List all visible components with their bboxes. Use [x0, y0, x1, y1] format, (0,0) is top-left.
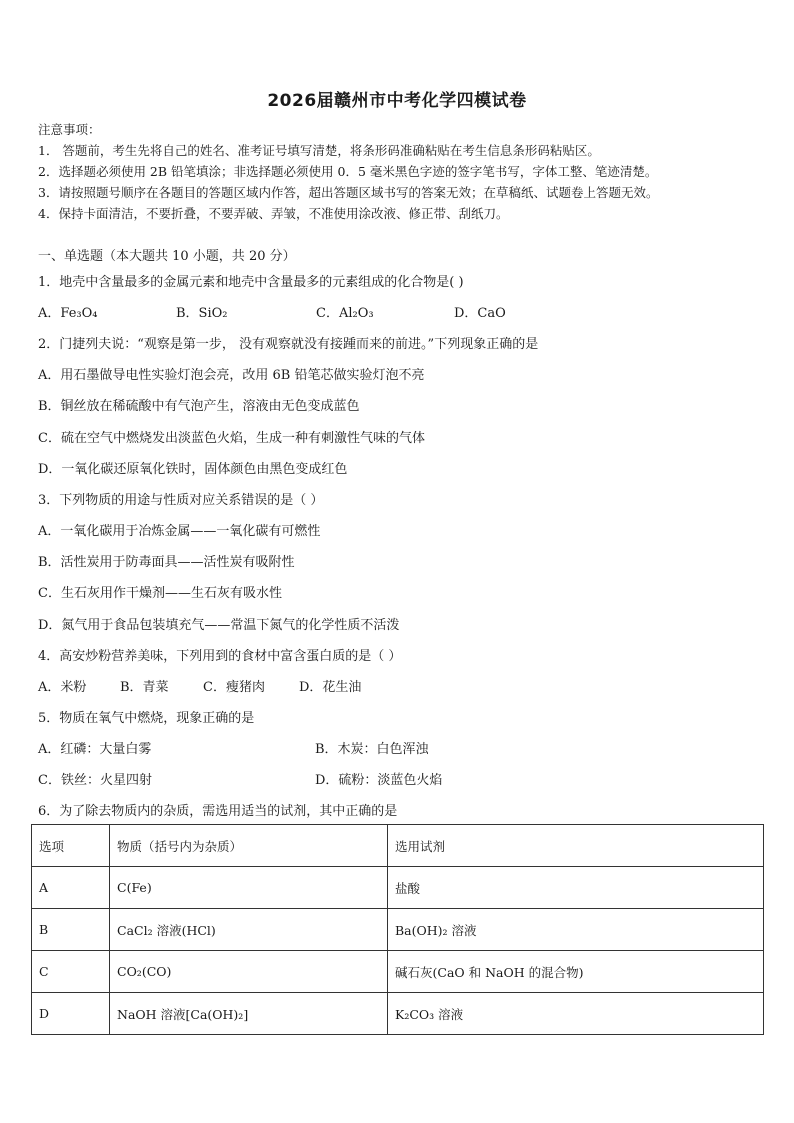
row-substance: CO₂(CO) [110, 951, 388, 993]
question-5-stem: 5．物质在氧气中燃烧，现象正确的是 [38, 711, 255, 726]
q5-option-b[interactable]: B．木炭：白色浑浊 [315, 742, 429, 757]
question-2-stem: 2．门捷列夫说：“观察是第一步， 没有观察就没有接踵而来的前进。”下列现象正确的是 [38, 337, 539, 352]
row-reagent: 碱石灰(CaO 和 NaOH 的混合物) [388, 951, 764, 993]
row-option: C [32, 951, 110, 993]
question-4-stem: 4．高安炒粉营养美味，下列用到的食材中富含蛋白质的是（ ） [38, 649, 402, 664]
table-row[interactable] [32, 951, 764, 993]
notice-item-1: 1． 答题前，考生先将自己的姓名、准考证号填写清楚，将条形码准确粘贴在考生信息条形码粘贴区。 [38, 143, 600, 158]
q2-option-d[interactable]: D．一氧化碳还原氧化铁时，固体颜色由黑色变成红色 [38, 462, 348, 477]
header-substance: 物质（括号内为杂质） [110, 825, 388, 867]
header-reagent: 选用试剂 [388, 825, 764, 867]
table-header-row [32, 825, 764, 867]
notice-item-3: 3．请按照题号顺序在各题目的答题区域内作答，超出答题区域书写的答案无效；在草稿纸、试题卷上答题无效。 [38, 185, 659, 200]
table-row[interactable] [32, 993, 764, 1035]
row-reagent: 盐酸 [388, 867, 764, 909]
row-option: A [32, 867, 110, 909]
notice-item-2: 2．选择题必须使用 2B 铅笔填涂；非选择题必须使用 0．5 毫米黑色字迹的签字笔书写，字体工整、笔迹清楚。 [38, 164, 658, 179]
q4-option-c[interactable]: C．瘦猪肉 [203, 680, 265, 695]
q6-table [31, 824, 764, 1035]
question-6-stem: 6．为了除去物质内的杂质，需选用适当的试剂，其中正确的是 [38, 804, 398, 819]
table-row[interactable] [32, 867, 764, 909]
notice-heading: 注意事项： [38, 122, 101, 137]
q3-option-a[interactable]: A．一氧化碳用于冶炼金属——一氧化碳有可燃性 [38, 524, 321, 539]
row-option: D [32, 993, 110, 1035]
q3-option-d[interactable]: D．氮气用于食品包装填充气——常温下氮气的化学性质不活泼 [38, 618, 400, 633]
q2-option-b[interactable]: B．铜丝放在稀硫酸中有气泡产生，溶液由无色变成蓝色 [38, 399, 360, 414]
q1-option-c[interactable]: C．Al₂O₃ [316, 306, 374, 321]
table-row[interactable] [32, 909, 764, 951]
q2-option-a[interactable]: A．用石墨做导电性实验灯泡会亮，改用 6B 铅笔芯做实验灯泡不亮 [38, 368, 425, 383]
q1-option-d[interactable]: D．CaO [454, 306, 506, 321]
q5-option-c[interactable]: C．铁丝：火星四射 [38, 773, 152, 788]
q4-option-d[interactable]: D．花生油 [299, 680, 362, 695]
row-reagent: K₂CO₃ 溶液 [388, 993, 764, 1035]
q5-option-a[interactable]: A．红磷：大量白雾 [38, 742, 152, 757]
row-reagent: Ba(OH)₂ 溶液 [388, 909, 764, 951]
q3-option-c[interactable]: C．生石灰用作干燥剂——生石灰有吸水性 [38, 586, 282, 601]
header-option: 选项 [32, 825, 110, 867]
section-heading: 一、单选题（本大题共 10 小题，共 20 分） [38, 249, 296, 264]
notice-item-4: 4．保持卡面清洁，不要折叠，不要弄破、弄皱，不准使用涂改液、修正带、刮纸刀。 [38, 206, 509, 221]
question-3-stem: 3．下列物质的用途与性质对应关系错误的是（ ） [38, 493, 324, 508]
row-option: B [32, 909, 110, 951]
q1-option-a[interactable]: A．Fe₃O₄ [38, 306, 98, 321]
q1-option-b[interactable]: B．SiO₂ [176, 306, 228, 321]
q5-option-d[interactable]: D．硫粉：淡蓝色火焰 [315, 773, 443, 788]
question-1-stem: 1．地壳中含量最多的金属元素和地壳中含量最多的元素组成的化合物是( ) [38, 275, 464, 290]
row-substance: C(Fe) [110, 867, 388, 909]
row-substance: CaCl₂ 溶液(HCl) [110, 909, 388, 951]
row-substance: NaOH 溶液[Ca(OH)₂] [110, 993, 388, 1035]
q4-option-a[interactable]: A．米粉 [38, 680, 87, 695]
q4-option-b[interactable]: B．青菜 [120, 680, 169, 695]
q3-option-b[interactable]: B．活性炭用于防毒面具——活性炭有吸附性 [38, 555, 295, 570]
q2-option-c[interactable]: C．硫在空气中燃烧发出淡蓝色火焰，生成一种有刺激性气味的气体 [38, 431, 425, 446]
exam-title: 2026届赣州市中考化学四模试卷 [267, 91, 527, 111]
